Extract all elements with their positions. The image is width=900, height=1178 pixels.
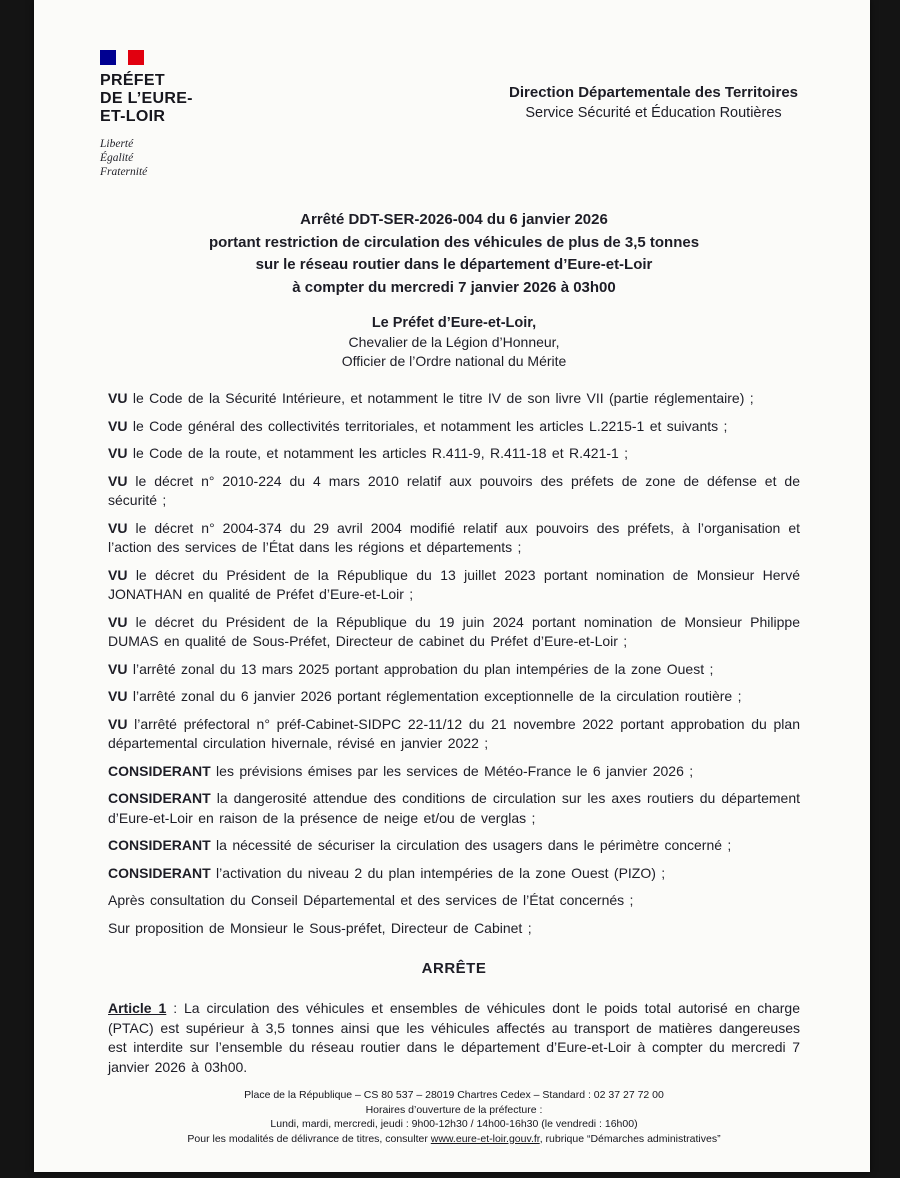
clause-label: VU — [108, 566, 128, 583]
clause-paragraph: VU le Code général des collectivités territoriales, et notamment les articles L.2215-1 et suivants ; — [108, 417, 728, 434]
motto-line: Égalité — [100, 152, 134, 164]
french-flag-icon — [100, 50, 193, 65]
title-line: à compter du mercredi 7 janvier 2026 à 03h00 — [292, 278, 616, 296]
clause-paragraph: CONSIDERANT la nécessité de sécuriser la circulation des usagers dans le périmètre concerné ; — [108, 837, 732, 853]
clause-label: CONSIDERANT — [108, 762, 211, 779]
clause-label: VU — [108, 715, 128, 732]
footer-titres-line — [108, 1133, 800, 1146]
prefecture-logo — [100, 50, 193, 179]
article-1-label: Article 1 — [108, 1000, 167, 1016]
clause-paragraph: CONSIDERANT l’activation du niveau 2 du plan intempéries de la zone Ouest (PIZO) ; — [108, 864, 666, 881]
clause-paragraph: VU l’arrêté zonal du 6 janvier 2026 portant réglementation exceptionnelle de la circulation routière ; — [108, 688, 742, 704]
footer-titres-prefix: Pour les modalités de délivrance de titres, consulter — [187, 1132, 431, 1145]
direction-name: Direction Départementale des Territoires — [509, 84, 798, 101]
signatory-line: Chevalier de la Légion d’Honneur, — [348, 334, 560, 350]
clause-paragraph: VU le décret du Président de la République du 13 juillet 2023 portant nomination de Monsieur Hervé JONATHAN en qualité de Préfet d’Eure-et-Loir ; — [108, 566, 800, 602]
clause-paragraph: VU le décret n° 2004-374 du 29 avril 2004 modifié relatif aux pouvoirs des préfets, à l’organisation et l’action des services de l’État dans les régions et départements ; — [108, 519, 800, 555]
wordmark-line: ET-LOIR — [100, 108, 166, 125]
article-1-paragraph — [108, 999, 800, 1077]
document-header — [100, 50, 800, 179]
document-content — [34, 0, 870, 1145]
flag-white-stripe — [116, 50, 128, 65]
clause-label: CONSIDERANT — [108, 837, 211, 853]
clauses-list — [108, 389, 800, 938]
prefet-wordmark — [100, 72, 193, 126]
clause-label: VU — [108, 519, 128, 536]
footer-hours: Lundi, mardi, mercredi, jeudi : 9h00-12h30 / 14h00-16h30 (le vendredi : 16h00) — [270, 1118, 638, 1130]
service-name: Service Sécurité et Éducation Routières — [525, 105, 782, 121]
document-page — [34, 0, 870, 1172]
title-line: Arrêté DDT-SER-2026-004 du 6 janvier 2026 — [300, 211, 608, 228]
clause-paragraph: CONSIDERANT la dangerosité attendue des conditions de circulation sur les axes routiers du département d’Eure-et-Loir en raison de la présence de neige et/ou de verglas ; — [108, 790, 800, 826]
clause-label: VU — [108, 688, 128, 704]
clause-label: VU — [108, 445, 128, 461]
title-line: portant restriction de circulation des véhicules de plus de 3,5 tonnes — [208, 233, 700, 251]
republic-motto — [100, 137, 193, 179]
clause-label: VU — [108, 660, 128, 677]
clause-label: VU — [108, 417, 128, 434]
motto-line: Liberté — [100, 138, 134, 150]
arrete-heading: ARRÊTE — [421, 960, 487, 977]
wordmark-line: DE L’EURE- — [100, 90, 193, 107]
clause-label: VU — [108, 390, 128, 406]
clause-paragraph: CONSIDERANT les prévisions émises par les services de Météo-France le 6 janvier 2026 ; — [108, 762, 694, 779]
clause-paragraph: VU le Code de la route, et notamment les articles R.411-9, R.411-18 et R.421-1 ; — [108, 445, 629, 461]
footer-hours-title: Horaires d’ouverture de la préfecture : — [365, 1103, 543, 1116]
decree-title — [108, 209, 800, 299]
clause-label: VU — [108, 472, 128, 489]
clause-label: VU — [108, 613, 128, 630]
flag-red-stripe — [128, 50, 144, 65]
clause-label: CONSIDERANT — [108, 790, 211, 806]
footer-address: Place de la République – CS 80 537 – 28019 Chartres Cedex – Standard : 02 37 27 72 00 — [244, 1089, 664, 1101]
clause-paragraph: VU le décret n° 2010-224 du 4 mars 2010 relatif aux pouvoirs des préfets de zone de défense et de sécurité ; — [108, 472, 800, 508]
flag-blue-stripe — [100, 50, 116, 65]
clause-paragraph: VU le décret du Président de la République du 19 juin 2024 portant nomination de Monsieur Philippe DUMAS en qualité de Sous-Préfet, Directeur de cabinet du Préfet d’Eure-et-Loir ; — [108, 613, 800, 649]
article-1-text: La circulation des véhicules et ensembles de véhicules dont le poids total autorisé en charge (PTAC) est supérieur à 3,5 tonnes ainsi que les véhicules affectés au transport de matières dangereuses est interdite sur l’ensemble du réseau routier dans le département d’Eure-et-Loir à compter du mercredi 7 janvier 2026 à 03h00. — [108, 1000, 800, 1075]
signatory-line: Le Préfet d’Eure-et-Loir, — [371, 315, 537, 331]
clause-paragraph: Sur proposition de Monsieur le Sous-préfet, Directeur de Cabinet ; — [108, 919, 532, 936]
document-footer — [108, 1089, 800, 1145]
clause-paragraph: VU le Code de la Sécurité Intérieure, et notamment le titre IV de son livre VII (partie réglementaire) ; — [108, 390, 754, 406]
motto-line: Fraternité — [100, 166, 148, 178]
article-1-separator: : — [166, 1000, 185, 1016]
clause-paragraph: Après consultation du Conseil Départemental et des services de l’État concernés ; — [108, 892, 634, 908]
prefecture-website-link[interactable]: www.eure-et-loir.gouv.fr — [430, 1132, 540, 1145]
wordmark-line: PRÉFET — [100, 72, 165, 89]
clause-paragraph: VU l’arrêté préfectoral n° préf-Cabinet-SIDPC 22-11/12 du 21 novembre 2022 portant approbation du plan départemental circulation hivernale, révisé en janvier 2022 ; — [108, 715, 800, 751]
signatory-line: Officier de l’Ordre national du Mérite — [341, 353, 567, 369]
issuing-service-block — [509, 82, 798, 123]
clause-label: CONSIDERANT — [108, 864, 211, 881]
title-line: sur le réseau routier dans le département d’Eure-et-Loir — [255, 256, 653, 273]
signatory-titles — [108, 314, 800, 371]
footer-titres-suffix: , rubrique “Démarches administratives” — [539, 1132, 721, 1145]
clause-paragraph: VU l’arrêté zonal du 13 mars 2025 portant approbation du plan intempéries de la zone Ouest ; — [108, 660, 714, 677]
